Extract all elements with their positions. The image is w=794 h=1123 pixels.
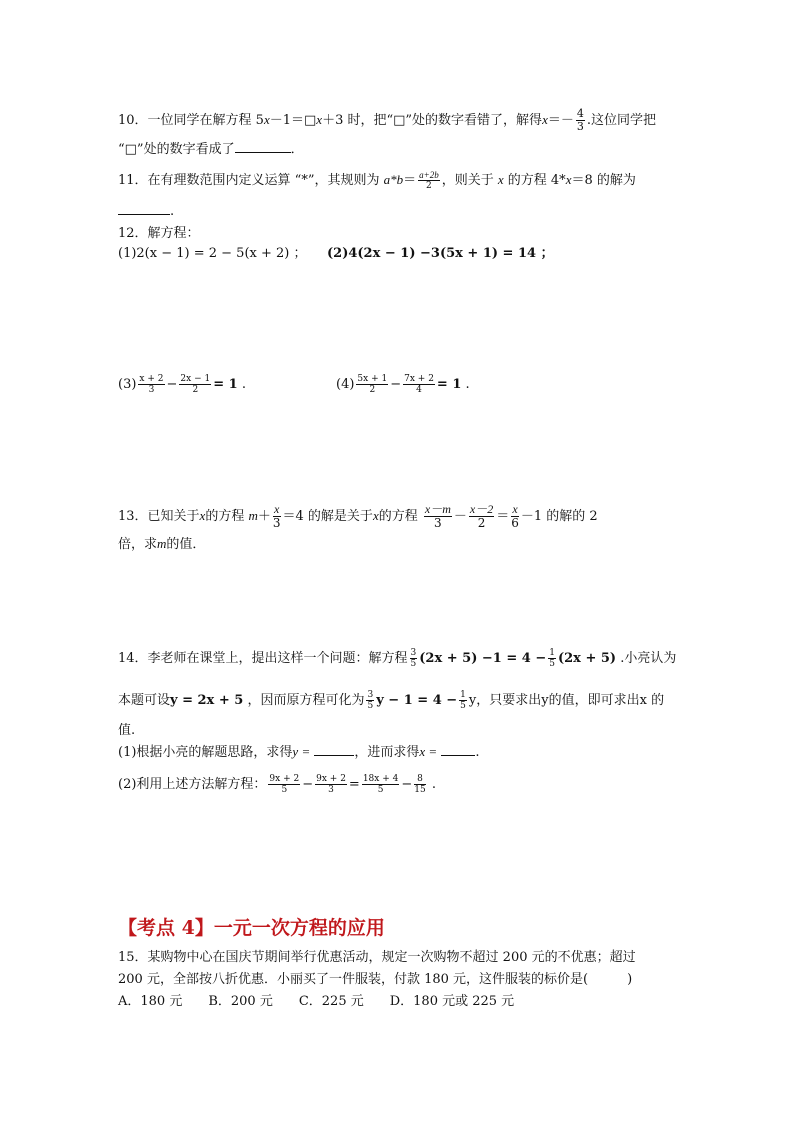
answer-blank-x[interactable]: [441, 742, 475, 756]
question-12-title: 12．解方程：: [118, 226, 200, 241]
section-heading: 【考点 4】一元一次方程的应用: [118, 917, 385, 939]
fraction: $\frac{9x + 2}{3}$: [316, 774, 346, 795]
question-12-part-4: (4) $\frac{5x + 1}{2}$ − $\frac{7x + 2}{4}$ = 1 .: [336, 374, 470, 395]
question-15-line-2: 200 元，全部按八折优惠．小丽买了一件服装，付款 180 元，这件服装的标价是( ): [118, 972, 633, 987]
fraction: $\frac{a+2b}{2}$: [419, 170, 439, 191]
fraction: $\frac{x + 2}{3}$: [139, 374, 164, 395]
question-11-line-2: .: [118, 201, 174, 222]
question-15-line-1: 15．某购物中心在国庆节期间举行优惠活动，规定一次购物不超过 200 元的不优惠；超过: [118, 950, 636, 965]
fraction: $\frac{x}{3}$: [272, 502, 281, 530]
fraction: $\frac{2x - 1}{2}$: [180, 374, 211, 395]
fraction: $\frac{9x + 2}{5}$: [269, 774, 300, 795]
question-12-part-2: (2)4(2x − 1) −3(5x + 1) = 14 ；: [327, 246, 554, 261]
fraction: $\frac{3}{5}$: [410, 648, 417, 669]
question-13-line-2: 倍，求m的值．: [118, 536, 206, 552]
fraction: $\frac{1}{5}$: [549, 648, 555, 669]
fraction: $\frac{x}{6}$: [511, 502, 519, 530]
fraction: $\frac{18x + 4}{5}$: [362, 774, 399, 795]
question-13-line-1: 13．已知关于x的方程 m＋ $\frac{x}{3}$ ＝4 的解是关于x的方程 $\frac{x-m}{3}$ － $\frac{x-2}{2}$ ＝ $\frac{x}{6}$ －1 的解的 2: [118, 502, 598, 530]
question-15-options: A．180 元 B．200 元 C．225 元 D．180 元或 225 元: [118, 994, 515, 1009]
question-14-subquestion-2: (2)利用上述方法解方程： $\frac{9x + 2}{5}$ − $\frac{9x + 2}{3}$ = $\frac{18x + 4}{5}$ − $\frac{8}{15}$ .: [118, 774, 436, 795]
question-14-subquestion-1: (1)根据小亮的解题思路，求得y = ，进而求得x = .: [118, 744, 480, 760]
fraction: $\frac{x-2}{2}$: [469, 502, 494, 530]
question-10-line-2: “□”处的数字看成了 ．: [118, 139, 304, 160]
fraction: $\frac{8}{15}$: [414, 774, 426, 795]
fraction: $\frac{1}{5}$: [460, 690, 466, 711]
answer-blank[interactable]: [235, 139, 291, 153]
question-14-line-1: 14．李老师在课堂上，提出这样一个问题：解方程 $\frac{3}{5}$ (2x + 5) −1 = 4 − $\frac{1}{5}$ (2x + 5) .小亮认为: [118, 648, 677, 669]
fraction: $\frac{5x + 1}{2}$: [357, 374, 388, 395]
question-12-part-3: (3) $\frac{x + 2}{3}$ − $\frac{2x - 1}{2}$ = 1 .: [118, 374, 246, 395]
question-14-line-2: 本题可设y = 2x + 5 ，因而原方程可化为 $\frac{3}{5}$ y − 1 = 4 − $\frac{1}{5}$ y，只要求出y的值，即可求出x 的: [118, 690, 665, 711]
fraction: $\frac{3}{5}$: [367, 690, 374, 711]
question-14-line-3: 值.: [118, 723, 136, 738]
answer-blank-y[interactable]: [314, 742, 354, 756]
fraction: $\frac{4}{3}$: [576, 107, 584, 133]
answer-blank[interactable]: [118, 201, 170, 215]
fraction: $\frac{x-m}{3}$: [424, 502, 451, 530]
question-10-line-1: 10．一位同学在解方程 5x－1＝□x＋3 时，把“□”处的数字看错了，解得x＝－ $\frac{4}{3}$ .这位同学把: [118, 107, 656, 133]
question-11-line-1: 11．在有理数范围内定义运算 “*”，其规则为 a*b＝ $\frac{a+2b}{2}$ ，则关于 x 的方程 4*x＝8 的解为: [118, 170, 636, 191]
question-12-part-1: (1)2(x − 1) = 2 − 5(x + 2) ；: [118, 246, 307, 261]
fraction: $\frac{7x + 2}{4}$: [404, 374, 434, 395]
